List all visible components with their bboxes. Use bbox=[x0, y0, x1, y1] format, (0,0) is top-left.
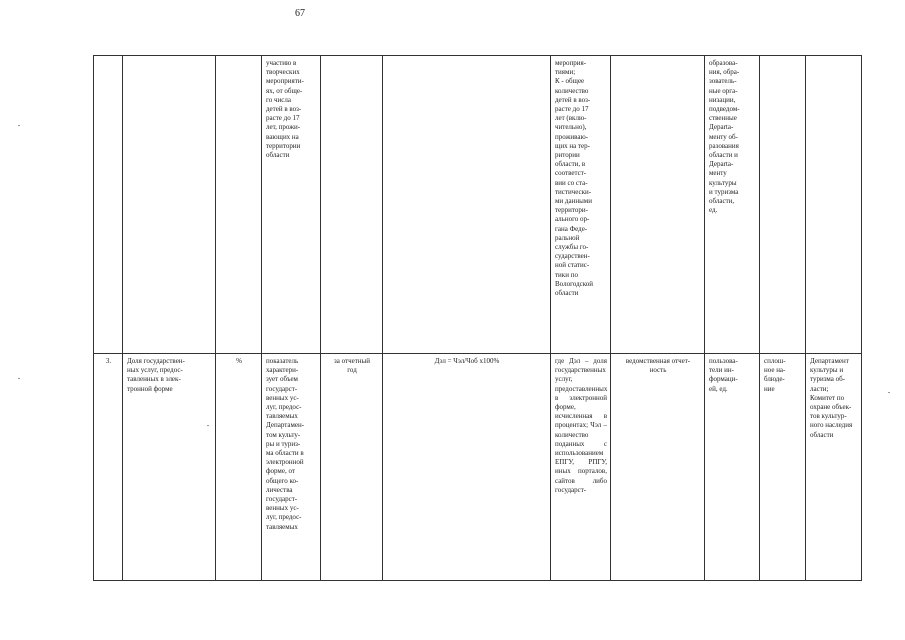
scan-speck bbox=[888, 392, 890, 393]
table-row-3 bbox=[94, 354, 862, 581]
cell-name bbox=[123, 56, 216, 354]
indicator-variables: где Дэл – доля государственных услуг, предоставленных в электронной форме, исчисленная в процентах; Чэл – количество поданных с использованием ЕПГУ, РПГУ, иных порталов, сайтов либо государст- bbox=[551, 354, 611, 581]
row-number: 3. bbox=[94, 354, 123, 581]
indicator-unit: % bbox=[216, 354, 262, 581]
cell-num bbox=[94, 56, 123, 354]
cell-period bbox=[321, 56, 383, 354]
cell-source bbox=[611, 56, 705, 354]
indicator-formula: Дэл = Чэл/Чоб х100% bbox=[383, 354, 551, 581]
cell-formula bbox=[383, 56, 551, 354]
cell-definition: участию в творческих мероприяти- ях, от обще- го числа детей в воз- расте до 17 лет, прожи- вающих на территории области bbox=[262, 56, 321, 354]
indicator-responsible: Департамент культуры и туризма об- ласти; Комитет по охране объек- тов культур- ного наследия области bbox=[806, 354, 862, 581]
cell-variables: мероприя- тиями; К - общее количество детей в воз- расте до 17 лет (вклю- чительно), проживаю- щих на тер- ритории области, в соответст- вии со ста- тистически- ми данными территори- ального ор- гана Феде- ральной службы го- сударствен- ной статис- тики по Вологодской области bbox=[551, 56, 611, 354]
scan-speck bbox=[18, 125, 20, 126]
cell-unit-observation: образова- ния, обра- зователь- ные орга- низации, подведом- ственные Деparta- менту об- разования области и Деparta- менту культуры и туризма области, ед. bbox=[705, 56, 760, 354]
cell-unit bbox=[216, 56, 262, 354]
table-row-continued bbox=[94, 56, 862, 354]
indicator-name: Доля государствен- ных услуг, предос- тавленных в элек- тронной форме bbox=[123, 354, 216, 581]
scan-speck bbox=[18, 378, 20, 379]
cell-responsible bbox=[806, 56, 862, 354]
indicator-period: за отчетный год bbox=[321, 354, 383, 581]
indicator-unit-observation: пользова- тели ин- формаци- ей, ед. bbox=[705, 354, 760, 581]
indicator-source: ведомственная отчет- ность bbox=[611, 354, 705, 581]
page-number: 67 bbox=[295, 8, 305, 19]
cell-method bbox=[760, 56, 806, 354]
indicator-table bbox=[93, 55, 862, 581]
scan-speck bbox=[207, 425, 209, 426]
indicator-method: сплош- ное на- блюде- ние bbox=[760, 354, 806, 581]
indicator-definition: показатель характери- зует объем государст- венных ус- луг, предос- тавляемых Департамен- том культу- ры и туриз- ма области в электронной форме, от общего ко- личества государст- венных ус- луг, предос- тавляемых bbox=[262, 354, 321, 581]
